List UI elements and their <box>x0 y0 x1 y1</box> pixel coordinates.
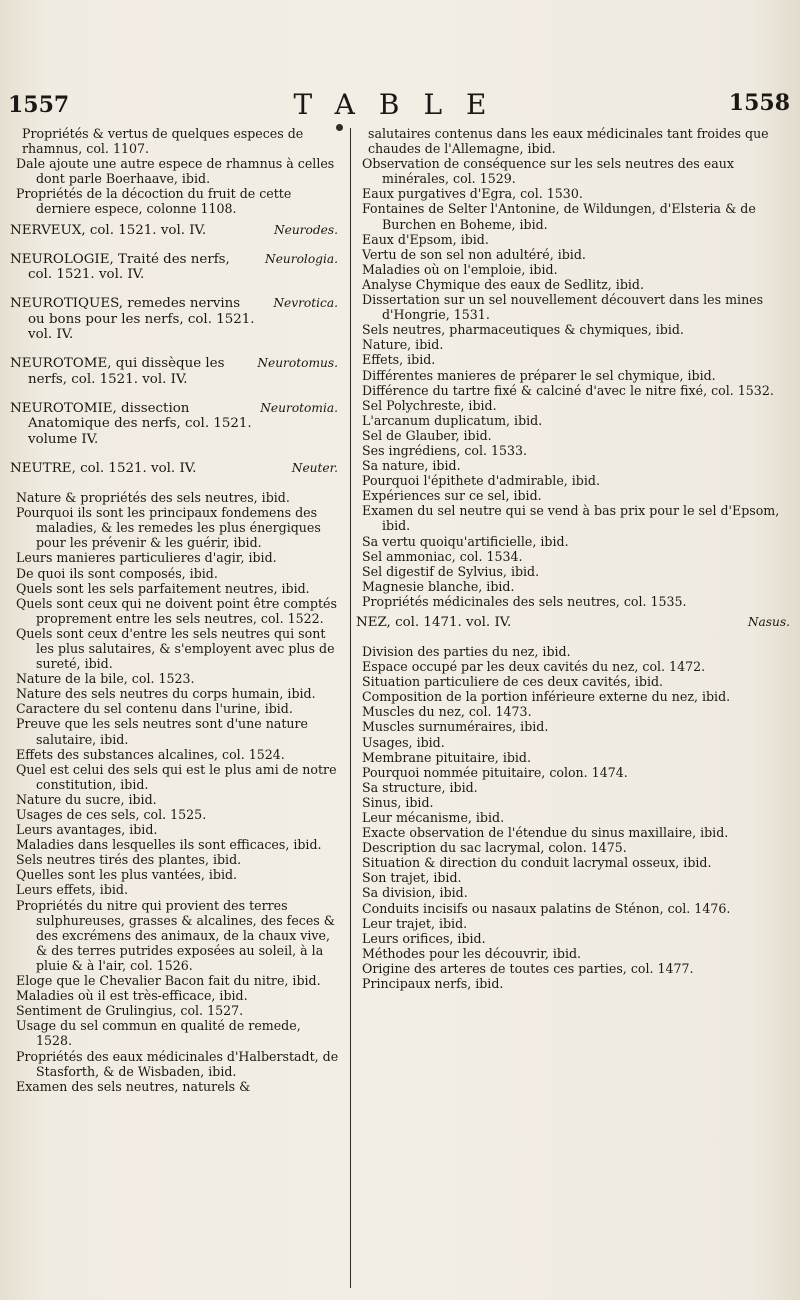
sub-entry: Analyse Chymique des eaux de Sedlitz, ibid. <box>362 276 644 292</box>
sub-entry: Sel ammoniac, col. 1534. <box>362 548 523 564</box>
page-header <box>8 88 796 122</box>
sub-entry: Eloge que le Chevalier Bacon fait du nitre, ibid. <box>16 973 321 989</box>
sub-entry: Quelles sont les plus vantées, ibid. <box>16 867 238 883</box>
sub-entry: Observation de conséquence sur les sels neutres des eaux minérales, col. 1529. <box>362 156 734 187</box>
sub-entry: Quels sont ceux qui ne doivent point être comptés proprement entre les sels neutres, col. 1522. <box>16 595 337 626</box>
sub-entry: Description du sac lacrymal, colon. 1475. <box>362 840 627 856</box>
main-index-entry <box>10 401 340 448</box>
page-number-right: 1558 <box>728 90 790 116</box>
sub-entry: Principaux nerfs, ibid. <box>362 976 504 992</box>
main-entry-text: NEUROTIQUES, remedes nervins ou bons pour les nerfs, col. 1521. vol. IV. <box>10 296 255 343</box>
sub-entry: Nature de la bile, col. 1523. <box>16 671 195 687</box>
sub-entry: Sel Polychreste, ibid. <box>362 397 497 413</box>
main-index-entry <box>10 461 340 477</box>
main-index-entry <box>356 615 792 631</box>
sub-entry: Dissertation sur un sel nouvellement découvert dans les mines d'Hongrie, 1531. <box>362 292 764 323</box>
sub-entry: Quels sont ceux d'entre les sels neutres qui sont les plus salutaires, & s'employent avec plus de sureté, ibid. <box>16 625 335 672</box>
sub-entry: Usage du sel commun en qualité de remede, 1528. <box>16 1018 301 1049</box>
latin-term: Neurodes. <box>273 222 338 237</box>
sub-entry: Leurs manieres particulieres d'agir, ibid. <box>16 550 277 566</box>
sub-entry: Composition de la portion inférieure externe du nez, ibid. <box>362 689 731 705</box>
continued-entry: salutaires contenus dans les eaux médicinales tant froides que chaudes de l'Allemagne, ibid. <box>368 126 769 157</box>
sub-entry: Leurs orifices, ibid. <box>362 930 486 946</box>
sub-entry: Conduits incisifs ou nasaux palatins de Sténon, col. 1476. <box>362 900 731 916</box>
main-index-entry <box>10 356 340 387</box>
sub-entry: Caractere du sel contenu dans l'urine, ibid. <box>16 701 293 717</box>
column-divider <box>350 128 351 1288</box>
sub-entry: Usages de ces sels, col. 1525. <box>16 807 207 822</box>
sub-entry: Origine des arteres de toutes ces parties, col. 1477. <box>362 960 694 976</box>
sub-entry: Exacte observation de l'étendue du sinus maxillaire, ibid. <box>362 825 729 841</box>
sub-entry: Sels neutres tirés des plantes, ibid. <box>16 852 242 868</box>
latin-term: Nevrotica. <box>273 296 338 311</box>
sub-entry: Situation & direction du conduit lacrymal osseux, ibid. <box>362 855 712 871</box>
sub-entry: De quoi ils sont composés, ibid. <box>16 565 218 581</box>
sub-entry: Maladies dans lesquelles ils sont efficaces, ibid. <box>16 837 322 853</box>
sub-entry: Vertu de son sel non adultéré, ibid. <box>362 246 586 262</box>
sub-entry: Méthodes pour les découvrir, ibid. <box>362 945 582 961</box>
sub-entry: Propriétés médicinales des sels neutres, col. 1535. <box>362 593 687 609</box>
main-entry-text: NEZ, col. 1471. vol. IV. <box>356 615 512 630</box>
sub-entry: Fontaines de Selter l'Antonine, de Wildungen, d'Elsteria & de Burchen en Boheme, ibid. <box>362 201 756 232</box>
left-column <box>10 126 340 1291</box>
sub-entry: Maladies où il est très-efficace, ibid. <box>16 988 248 1004</box>
sub-entry: Pourquoi nommée pituitaire, colon. 1474. <box>362 764 628 780</box>
latin-term: Neurotomia. <box>260 400 338 415</box>
main-entry-text: NEUTRE, col. 1521. vol. IV. <box>10 461 197 477</box>
sub-entry: Propriétés des eaux médicinales d'Halberstadt, de Stasforth, & de Wisbaden, ibid. <box>16 1048 339 1079</box>
sub-entry: Son trajet, ibid. <box>362 870 462 886</box>
sub-entry: Différentes manieres de préparer le sel chymique, ibid. <box>362 367 716 383</box>
sub-entry: Quel est celui des sels qui est le plus ami de notre constitution, ibid. <box>16 761 337 792</box>
sub-entry: Leurs avantages, ibid. <box>16 822 158 838</box>
sub-entry: Leur mécanisme, ibid. <box>362 810 505 826</box>
page-number-left: 1557 <box>8 92 70 118</box>
sub-entry: Preuve que les sels neutres sont d'une nature salutaire, ibid. <box>16 716 308 747</box>
sub-entry: Examen du sel neutre qui se vend à bas prix pour le sel d'Epsom, ibid. <box>362 503 780 534</box>
sub-entry: Situation particuliere de ces deux cavités, ibid. <box>362 674 664 690</box>
sub-entry: Pourquoi ils sont les principaux fondemens des maladies, & les remedes les plus énergiques pour les prévenir & les guérir, ibid. <box>16 505 321 551</box>
sub-entry: Leur trajet, ibid. <box>362 915 468 931</box>
sub-entry: Expériences sur ce sel, ibid. <box>362 488 542 504</box>
sub-entry: Sels neutres, pharmaceutiques & chymiques, ibid. <box>362 322 684 338</box>
sub-entry: Sentiment de Grulingius, col. 1527. <box>16 1003 244 1019</box>
sub-entry: Sa division, ibid. <box>362 885 468 901</box>
sub-entry: Dale ajoute une autre espece de rhamnus à celles dont parle Boerhaave, ibid. <box>16 156 335 187</box>
latin-term: Neurotomus. <box>257 356 338 371</box>
sub-entry: Leurs effets, ibid. <box>16 882 128 898</box>
sub-entry: Propriétés de la décoction du fruit de cette derniere espece, colonne 1108. <box>16 186 292 217</box>
sub-entry: Sel digestif de Sylvius, ibid. <box>362 563 540 579</box>
sub-entry: Usages, ibid. <box>362 734 445 750</box>
continued-entry: Propriétés & vertus de quelques especes de rhamnus, col. 1107. <box>22 126 304 157</box>
running-title: TABLE <box>293 88 511 121</box>
sub-entry: Espace occupé par les deux cavités du nez, col. 1472. <box>362 659 706 675</box>
main-entry-text: NEUROTOME, qui dissèque les nerfs, col. 1521. vol. IV. <box>10 356 225 387</box>
main-entry-text: NEUROLOGIE, Traité des nerfs, col. 1521. vol. IV. <box>10 251 230 283</box>
main-index-entry <box>10 296 340 343</box>
latin-term: Nasus. <box>747 615 790 629</box>
main-entry-text: NERVEUX, col. 1521. vol. IV. <box>10 222 207 238</box>
main-index-entry <box>10 252 340 283</box>
sub-entry: Nature, ibid. <box>362 337 444 353</box>
main-entry-text: NEUROTOMIE, dissection Anatomique des nerfs, col. 1521. volume IV. <box>10 400 252 448</box>
sub-entry: Pourquoi l'épithete d'admirable, ibid. <box>362 473 600 489</box>
sub-entry: Muscles du nez, col. 1473. <box>362 704 532 720</box>
sub-entry: Muscles surnuméraires, ibid. <box>362 719 549 735</box>
sub-entry: Nature du sucre, ibid. <box>16 791 157 807</box>
sub-entry: Quels sont les sels parfaitement neutres, ibid. <box>16 580 310 596</box>
latin-term: Neurologia. <box>265 251 338 266</box>
sub-entry: Division des parties du nez, ibid. <box>362 643 571 659</box>
right-column <box>356 126 792 1291</box>
main-index-entry <box>10 223 340 239</box>
sub-entry: Eaux d'Epsom, ibid. <box>362 231 489 247</box>
sub-entry: Sa structure, ibid. <box>362 779 478 795</box>
sub-entry: Différence du tartre fixé & calciné d'avec le nitre fixé, col. 1532. <box>362 382 774 398</box>
sub-entry: Examen des sels neutres, naturels & <box>16 1078 251 1094</box>
sub-entry: Effets, ibid. <box>362 352 436 368</box>
sub-entry: Sel de Glauber, ibid. <box>362 427 492 443</box>
sub-entry: Sa nature, ibid. <box>362 458 461 474</box>
sub-entry: Sinus, ibid. <box>362 794 434 810</box>
sub-entry: Sa vertu quoiqu'artificielle, ibid. <box>362 533 569 549</box>
sub-entry: L'arcanum duplicatum, ibid. <box>362 412 543 428</box>
sub-entry: Effets des substances alcalines, col. 1524. <box>16 746 285 762</box>
sub-entry: Maladies où on l'emploie, ibid. <box>362 261 558 277</box>
sub-entry: Ses ingrédiens, col. 1533. <box>362 442 528 458</box>
sub-entry: Membrane pituitaire, ibid. <box>362 749 531 765</box>
sub-entry: Nature & propriétés des sels neutres, ibid. <box>16 490 290 506</box>
latin-term: Neuter. <box>291 461 338 476</box>
sub-entry: Magnesie blanche, ibid. <box>362 578 515 594</box>
sub-entry: Eaux purgatives d'Egra, col. 1530. <box>362 186 583 202</box>
sub-entry: Nature des sels neutres du corps humain, ibid. <box>16 686 316 702</box>
sub-entry: Propriétés du nitre qui provient des terres sulphureuses, grasses & alcalines, des feces & des excrémens des animaux, de la chaux vive, & des terres putrides exposées au soleil, à la pluie & à l'air, col. 1526. <box>16 897 335 973</box>
